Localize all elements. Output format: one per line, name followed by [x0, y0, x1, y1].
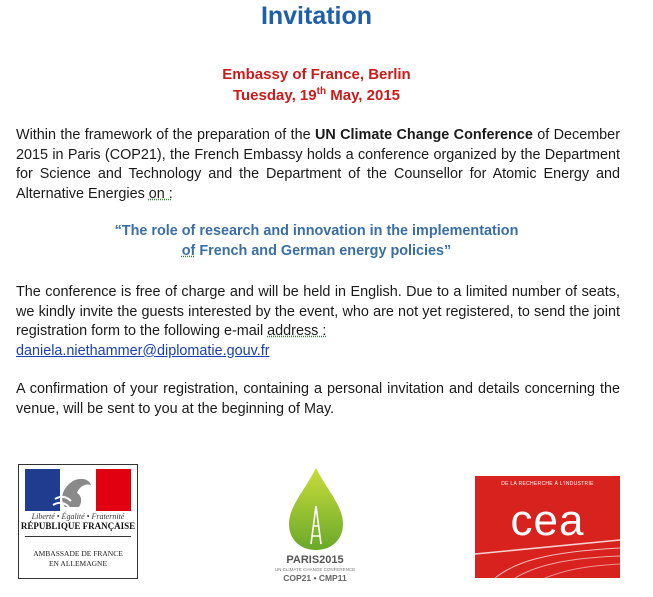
cea-logo: [475, 476, 620, 578]
cea-wordmark: cea: [510, 496, 585, 545]
cop21-caption: UN CLIMATE CHANGE CONFERENCE: [274, 567, 356, 572]
conference-name: UN Climate Change Conference: [315, 127, 533, 143]
cea-tagline: DE LA RECHERCHE À L’INDUSTRIE: [501, 481, 594, 487]
event-date: Tuesday, 19th May, 2015: [232, 86, 401, 104]
cop21-paris2015-logo: [265, 466, 365, 586]
republic-name: RÉPUBLIQUE FRANÇAISE: [20, 521, 136, 531]
cea-swoosh-icon: [475, 534, 620, 578]
logo-divider: [25, 536, 131, 537]
conference-theme-quote: “The role of research and innovation in the implementation of French and German energy policies”: [114, 223, 519, 259]
republique-francaise-logo: [18, 464, 138, 579]
invitation-title: Invitation: [260, 2, 373, 30]
event-venue-block: [0, 64, 633, 106]
embassy-name: AMBASSADE DE FRANCE EN ALLEMAGNE: [33, 549, 123, 568]
registration-paragraph: The conference is free of charge and will be held in English. Due to a limited number of seats, we kindly invite the guests interested by the event, who are not yet registered, to send the joint registration form to the following e-mail address : daniela.niethammer@diplomatie.gouv.fr: [16, 284, 620, 359]
paris2015-title: PARIS2015: [286, 554, 344, 566]
confirmation-paragraph: A confirmation of your registration, containing a personal invitation and details concerning the venue, will be sent to you at the beginning of May.: [16, 381, 620, 417]
marianne-flag-icon: [25, 469, 131, 511]
cop21-subtitle: COP21 • CMP11: [283, 573, 347, 583]
contact-email-link[interactable]: daniela.niethammer@diplomatie.gouv.fr: [16, 342, 270, 359]
leaf-drop-icon: [287, 466, 345, 551]
republic-motto: Liberté • Égalité • Fraternité: [31, 512, 125, 521]
intro-paragraph: Within the framework of the preparation of the UN Climate Change Conference of December 2015 in Paris (COP21), the French Embassy holds a conference organized by the Department for Science and Technology and the Department of the Counsellor for Atomic Energy and Alternative Energies on :: [16, 127, 620, 202]
venue-place: Embassy of France, Berlin: [222, 66, 411, 83]
